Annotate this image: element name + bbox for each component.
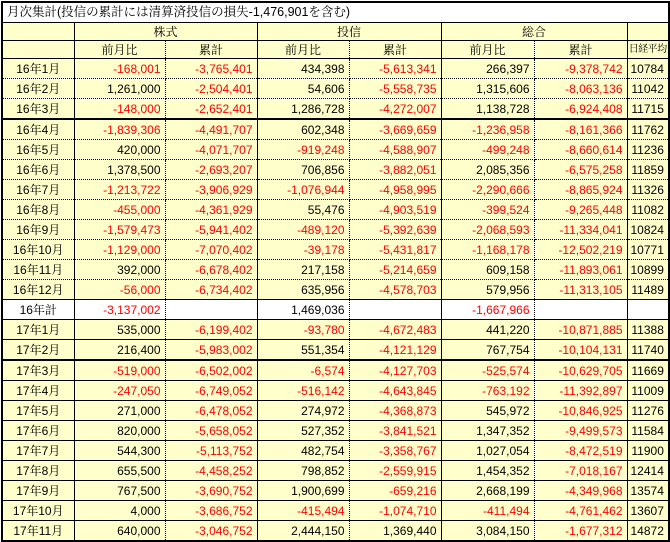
value-cell: -4,578,703 [349,280,441,300]
value-cell: 11715 [627,99,669,120]
value-cell: -93,780 [257,320,349,340]
value-cell: -7,018,167 [534,461,627,481]
value-cell: -247,050 [74,381,165,401]
value-cell: -5,983,002 [165,340,257,361]
value-cell: 1,454,352 [441,461,534,481]
row-label: 17年2月 [2,340,74,361]
value-cell: 1,378,500 [74,160,165,180]
value-cell: 1,369,440 [349,521,441,542]
table-row [2,340,669,361]
value-cell: -148,000 [74,99,165,120]
value-cell: 13607 [627,501,669,521]
value-cell: 11236 [627,140,669,160]
value-cell: 767,754 [441,340,534,361]
row-label: 16年2月 [2,79,74,99]
value-cell: 1,469,036 [257,300,349,320]
value-cell: 545,972 [441,401,534,421]
value-cell: -6,678,402 [165,260,257,280]
value-cell: 482,754 [257,441,349,461]
value-cell: 820,000 [74,421,165,441]
value-cell: 11584 [627,421,669,441]
table-row [2,180,669,200]
row-label: 17年4月 [2,381,74,401]
value-cell: 11900 [627,441,669,461]
value-cell: -919,248 [257,140,349,160]
row-label: 16年4月 [2,119,74,140]
row-label: 17年8月 [2,461,74,481]
value-cell: -659,216 [349,481,441,501]
sub-header-stocks-cum: 累計 [165,41,257,59]
sub-header-row [2,41,669,59]
value-cell [627,300,669,320]
value-cell: -4,458,252 [165,461,257,481]
value-cell: -7,070,402 [165,240,257,260]
value-cell: -3,046,752 [165,521,257,542]
value-cell: -489,120 [257,220,349,240]
value-cell: 10824 [627,220,669,240]
value-cell: -8,865,924 [534,180,627,200]
value-cell: 1,315,606 [441,79,534,99]
table-row [2,160,669,180]
value-cell: -11,392,897 [534,381,627,401]
value-cell: -4,071,707 [165,140,257,160]
value-cell: 544,300 [74,441,165,461]
table-row [2,481,669,501]
value-cell: -399,524 [441,200,534,220]
value-cell: -3,669,659 [349,119,441,140]
table-row [2,240,669,260]
value-cell: -4,643,845 [349,381,441,401]
value-cell: 11740 [627,340,669,361]
value-cell: -763,192 [441,381,534,401]
value-cell: -2,504,401 [165,79,257,99]
row-label: 16年12月 [2,280,74,300]
row-label: 16年3月 [2,99,74,120]
nikkei-header: 日経平均 [627,41,669,59]
value-cell: -1,076,944 [257,180,349,200]
table-row [2,119,669,140]
value-cell: -525,574 [441,360,534,381]
value-cell: -516,142 [257,381,349,401]
value-cell: -3,686,752 [165,501,257,521]
table-row [2,441,669,461]
value-cell: -8,472,519 [534,441,627,461]
sub-header-total-cum: 累計 [534,41,627,59]
value-cell: 1,138,728 [441,99,534,120]
table-row [2,79,669,99]
row-label: 17年7月 [2,441,74,461]
value-cell: -2,652,401 [165,99,257,120]
value-cell: -2,290,666 [441,180,534,200]
value-cell: 1,261,000 [74,79,165,99]
sub-header-funds-mom: 前月比 [257,41,349,59]
value-cell: -3,906,929 [165,180,257,200]
value-cell: 11762 [627,119,669,140]
value-cell: -1,236,958 [441,119,534,140]
value-cell: 706,856 [257,160,349,180]
value-cell: 609,158 [441,260,534,280]
value-cell: 10784 [627,59,669,79]
value-cell: 14872 [627,521,669,542]
value-cell: 434,398 [257,59,349,79]
table-row [2,280,669,300]
value-cell: 602,348 [257,119,349,140]
value-cell: -4,958,995 [349,180,441,200]
table-row [2,421,669,441]
value-cell: -4,349,968 [534,481,627,501]
value-cell [534,300,627,320]
value-cell: -4,491,707 [165,119,257,140]
row-label: 16年7月 [2,180,74,200]
value-cell: -5,431,817 [349,240,441,260]
table-row [2,99,669,120]
total-row [2,300,669,320]
table-body [2,59,669,542]
value-cell: 551,354 [257,340,349,361]
value-cell: -1,129,000 [74,240,165,260]
value-cell: 655,500 [74,461,165,481]
value-cell: -3,690,752 [165,481,257,501]
value-cell: -2,559,915 [349,461,441,481]
value-cell: 1,900,699 [257,481,349,501]
table-row [2,140,669,160]
row-label: 17年10月 [2,501,74,521]
value-cell: -9,499,573 [534,421,627,441]
value-cell: 441,220 [441,320,534,340]
value-cell: 2,668,199 [441,481,534,501]
value-cell: -11,893,061 [534,260,627,280]
value-cell: -3,358,767 [349,441,441,461]
table-row [2,461,669,481]
corner-cell [2,23,74,41]
value-cell: -3,841,521 [349,421,441,441]
sub-header-blank [2,41,74,59]
value-cell: 1,027,054 [441,441,534,461]
value-cell: -9,265,448 [534,200,627,220]
value-cell: -2,693,207 [165,160,257,180]
value-cell [349,300,441,320]
table-row [2,220,669,240]
value-cell: 12414 [627,461,669,481]
row-label: 16年6月 [2,160,74,180]
value-cell: -6,574 [257,360,349,381]
row-label: 16年1月 [2,59,74,79]
value-cell: -1,168,178 [441,240,534,260]
value-cell: -4,368,873 [349,401,441,421]
value-cell: -455,000 [74,200,165,220]
value-cell: -6,734,402 [165,280,257,300]
value-cell: 11082 [627,200,669,220]
value-cell [165,300,257,320]
value-cell: -1,213,722 [74,180,165,200]
table-row [2,521,669,542]
value-cell: 640,000 [74,521,165,542]
row-label: 16年計 [2,300,74,320]
value-cell: 266,397 [441,59,534,79]
value-cell: -10,104,131 [534,340,627,361]
value-cell: -499,248 [441,140,534,160]
value-cell: -5,941,402 [165,220,257,240]
sub-header-funds-cum: 累計 [349,41,441,59]
value-cell: 10899 [627,260,669,280]
value-cell: -519,000 [74,360,165,381]
value-cell: 579,956 [441,280,534,300]
value-cell: -6,502,002 [165,360,257,381]
value-cell: -3,137,002 [74,300,165,320]
value-cell: -3,882,051 [349,160,441,180]
table-row [2,360,669,381]
row-label: 17年9月 [2,481,74,501]
value-cell: -4,121,129 [349,340,441,361]
value-cell: 11009 [627,381,669,401]
value-cell: -1,579,473 [74,220,165,240]
value-cell: -39,178 [257,240,349,260]
value-cell: -168,001 [74,59,165,79]
value-cell: 274,972 [257,401,349,421]
value-cell: 4,000 [74,501,165,521]
row-label: 16年10月 [2,240,74,260]
value-cell: -3,765,401 [165,59,257,79]
value-cell: 11042 [627,79,669,99]
value-cell: 392,000 [74,260,165,280]
group-header-stocks: 株式 [74,23,257,41]
group-header-row [2,23,669,41]
value-cell: -2,068,593 [441,220,534,240]
value-cell: -9,378,742 [534,59,627,79]
table-row [2,401,669,421]
value-cell: -4,272,007 [349,99,441,120]
value-cell: 54,606 [257,79,349,99]
value-cell: -56,000 [74,280,165,300]
value-cell: -1,074,710 [349,501,441,521]
value-cell: -1,839,306 [74,119,165,140]
table-title: 月次集計(投信の累計には清算済投信の損失-1,476,901を含む) [2,2,669,23]
value-cell: 10771 [627,240,669,260]
table-row [2,59,669,79]
group-header-funds: 投信 [257,23,441,41]
value-cell: -8,660,614 [534,140,627,160]
group-header-total: 総合 [441,23,627,41]
value-cell: 11326 [627,180,669,200]
value-cell: -5,613,341 [349,59,441,79]
value-cell: 527,352 [257,421,349,441]
row-label: 16年5月 [2,140,74,160]
value-cell: 271,000 [74,401,165,421]
value-cell: -10,629,705 [534,360,627,381]
value-cell: -4,588,907 [349,140,441,160]
value-cell: -415,494 [257,501,349,521]
table-row [2,320,669,340]
monthly-summary-table [1,1,670,542]
value-cell: -12,502,219 [534,240,627,260]
value-cell: -5,113,752 [165,441,257,461]
value-cell: -8,161,366 [534,119,627,140]
value-cell: -10,846,925 [534,401,627,421]
value-cell: -5,658,052 [165,421,257,441]
row-label: 17年11月 [2,521,74,542]
value-cell: -4,903,519 [349,200,441,220]
value-cell: -4,761,462 [534,501,627,521]
value-cell: -8,063,136 [534,79,627,99]
value-cell: 1,347,352 [441,421,534,441]
row-label: 17年6月 [2,421,74,441]
value-cell: 11489 [627,280,669,300]
value-cell: 11669 [627,360,669,381]
value-cell: 55,476 [257,200,349,220]
table-row [2,381,669,401]
value-cell: 13574 [627,481,669,501]
value-cell: 420,000 [74,140,165,160]
row-label: 17年1月 [2,320,74,340]
row-label: 16年11月 [2,260,74,280]
value-cell: -5,392,639 [349,220,441,240]
table-row [2,260,669,280]
value-cell: -1,677,312 [534,521,627,542]
value-cell: -6,924,408 [534,99,627,120]
sub-header-total-mom: 前月比 [441,41,534,59]
value-cell: 11388 [627,320,669,340]
row-label: 17年3月 [2,360,74,381]
sub-header-stocks-mom: 前月比 [74,41,165,59]
value-cell: -5,558,735 [349,79,441,99]
value-cell: -5,214,659 [349,260,441,280]
value-cell: -6,575,258 [534,160,627,180]
table-row [2,200,669,220]
value-cell: 217,158 [257,260,349,280]
row-label: 16年9月 [2,220,74,240]
group-header-blank [627,23,669,41]
value-cell: -11,313,105 [534,280,627,300]
row-label: 16年8月 [2,200,74,220]
value-cell: -4,127,703 [349,360,441,381]
value-cell: -4,361,929 [165,200,257,220]
row-label: 17年5月 [2,401,74,421]
value-cell: 11859 [627,160,669,180]
value-cell: 635,956 [257,280,349,300]
value-cell: -6,478,052 [165,401,257,421]
value-cell: 2,444,150 [257,521,349,542]
title-row [2,2,669,23]
value-cell: 1,286,728 [257,99,349,120]
value-cell: -6,199,402 [165,320,257,340]
value-cell: -6,749,052 [165,381,257,401]
value-cell: 2,085,356 [441,160,534,180]
value-cell: -10,871,885 [534,320,627,340]
table-row [2,501,669,521]
value-cell: 767,500 [74,481,165,501]
value-cell: -1,667,966 [441,300,534,320]
value-cell: -411,494 [441,501,534,521]
value-cell: 798,852 [257,461,349,481]
value-cell: 216,400 [74,340,165,361]
value-cell: -4,672,483 [349,320,441,340]
value-cell: 3,084,150 [441,521,534,542]
value-cell: 535,000 [74,320,165,340]
value-cell: -11,334,041 [534,220,627,240]
value-cell: 11276 [627,401,669,421]
